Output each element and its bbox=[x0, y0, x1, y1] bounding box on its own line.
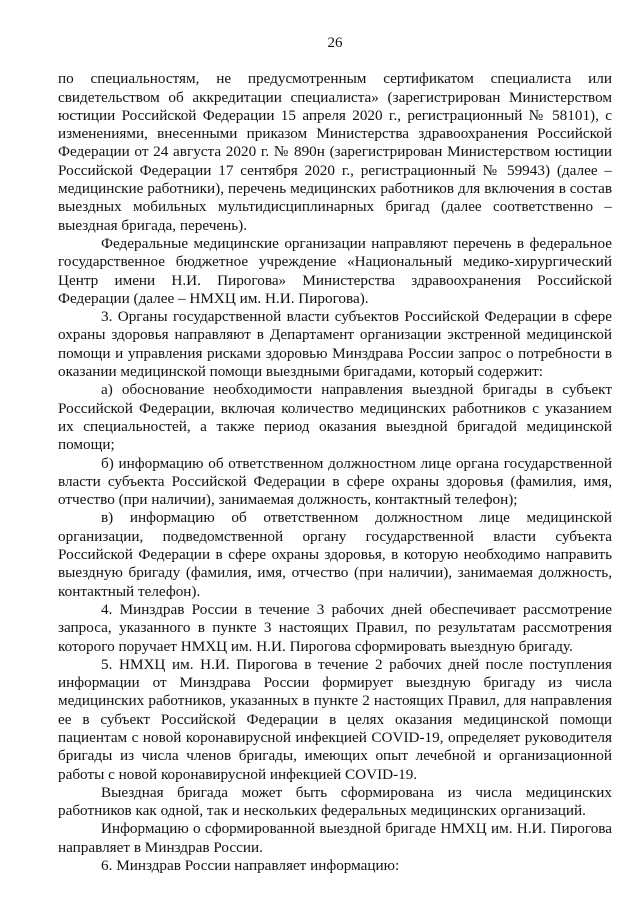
paragraph-item-5: 5. НМХЦ им. Н.И. Пирогова в течение 2 рабочих дней после поступления информации от Минздрава России формирует выездную бригаду из числа медицинских работников, указанных в пункте 2 настоящих Правил, для направления ее в субъект Российской Федерации в целях оказания медицинской помощи пациентам с новой коронавирусной инфекцией COVID-19, определяет руководителя бригады из числа членов бригады, имеющих опыт лечебной и организационной работы с новой коронавирусной инфекцией COVID-19. bbox=[58, 655, 612, 783]
paragraph-subitem-v: в) информацию об ответственном должностном лице медицинской организации, подведомственной органу государственной власти субъекта Российской Федерации в сфере охраны здоровья, в которую необходимо направить выездную бригаду (фамилия, имя, отчество (при наличии), занимаемая должность, контактный телефон). bbox=[58, 509, 612, 600]
paragraph-team-composition: Выездная бригада может быть сформирована из числа медицинских работников как одной, так и нескольких федеральных медицинских организаций. bbox=[58, 783, 612, 820]
paragraph-item-6: 6. Минздрав России направляет информацию: bbox=[101, 857, 400, 875]
paragraph-federal-organizations: Федеральные медицинские организации направляют перечень в федеральное государственное бюджетное учреждение «Национальный медико-хирургический Центр имени Н.И. Пирогова» Министерства здравоохранения Российской Федерации (далее – НМХЦ им. Н.И. Пирогова). bbox=[58, 234, 612, 307]
paragraph-continuation: по специальностям, не предусмотренным сертификатом специалиста или свидетельством об аккредитации специалиста» (зарегистрирован Министерством юстиции Российской Федерации 15 апреля 2020 г., регистрационный № 58101), с изменениями, внесенными приказом Министерства здравоохранения Российской Федерации от 24 августа 2020 г. № 890н (зарегистрирован Министерством юстиции Российской Федерации 17 сентября 2020 г., регистрационный № 59943) (далее – медицинские работники), перечень медицинских работников для включения в состав выездных мобильных мультидисциплинарных бригад (далее соответственно – выездная бригада, перечень). bbox=[58, 70, 612, 234]
paragraph-team-info: Информацию о сформированной выездной бригаде НМХЦ им. Н.И. Пирогова направляет в Минздрав России. bbox=[58, 820, 612, 856]
paragraph-subitem-b: б) информацию об ответственном должностном лице органа государственной власти субъекта Российской Федерации в сфере охраны здоровья (фамилия, имя, отчество (при наличии), занимаемая должность, контактный телефон); bbox=[58, 454, 612, 509]
page-number: 26 bbox=[327, 35, 343, 51]
paragraph-item-4: 4. Минздрав России в течение 3 рабочих дней обеспечивает рассмотрение запроса, указанного в пункте 3 настоящих Правил, по результатам рассмотрения которого поручает НМХЦ им. Н.И. Пирогова сформировать выездную бригаду. bbox=[58, 600, 612, 655]
paragraph-subitem-a: а) обоснование необходимости направления выездной бригады в субъект Российской Федерации, включая количество медицинских работников с указанием их специальностей, а также период оказания выездной бригадой медицинской помощи; bbox=[58, 381, 612, 454]
paragraph-item-3: 3. Органы государственной власти субъектов Российской Федерации в сфере охраны здоровья направляют в Департамент организации экстренной медицинской помощи и управления рисками здоровью Минздрава России запрос о потребности в оказании медицинской помощи выездными бригадами, который содержит: bbox=[58, 308, 612, 381]
